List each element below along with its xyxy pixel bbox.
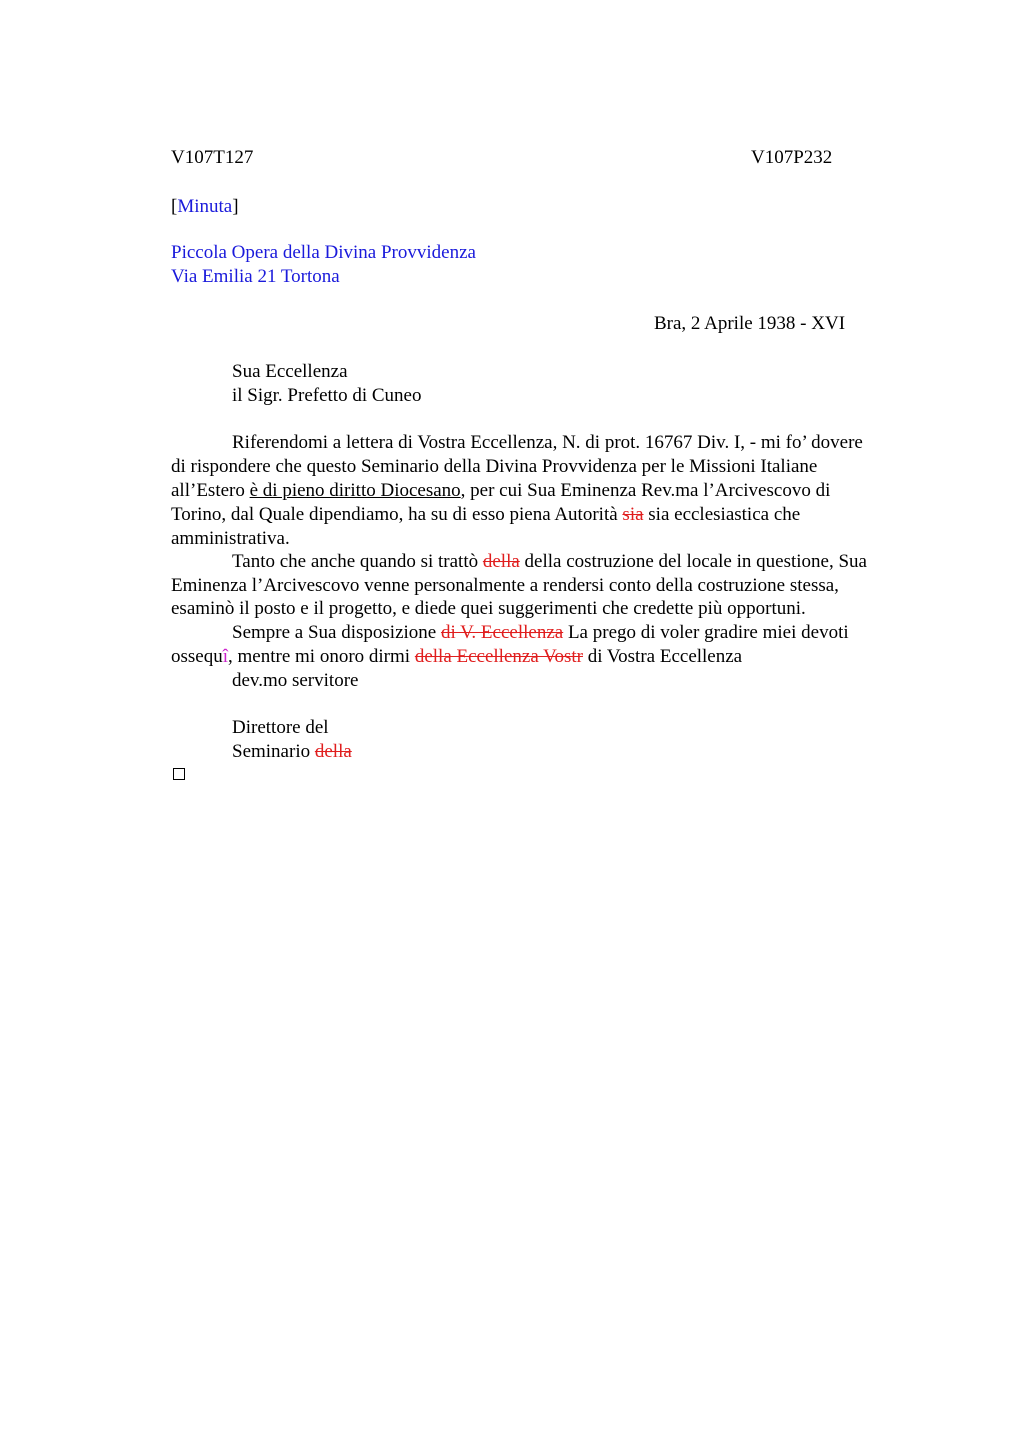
body-p1-line1: Riferendomi a lettera di Vostra Eccellenza, N. di prot. 16767 Div. I, - mi fo’ dovere <box>232 432 863 453</box>
struck-word: sia <box>622 504 644 525</box>
struck-phrase: di V. Eccellenza <box>440 622 564 643</box>
body-p1-line4 <box>171 503 800 527</box>
body-p2-line3: esaminò il posto e il progetto, e diede quei suggerimenti che credette più opportuni. <box>171 598 806 619</box>
recipient-line2: il Sigr. Prefetto di Cuneo <box>232 385 422 406</box>
recipient-line1: Sua Eccellenza <box>232 361 348 382</box>
body-p3-line2 <box>171 645 742 669</box>
body-p1-line4-a: Torino, dal Quale dipendiamo, ha su di esso piena Autorità <box>171 504 623 525</box>
minuta-close-bracket: ] <box>232 196 239 217</box>
body-p3-line2-c: di Vostra Eccellenza <box>582 646 743 667</box>
body-p3-line2-b: , mentre mi onoro dirmi <box>228 646 415 667</box>
letterhead-line2: Via Emilia 21 Tortona <box>171 266 340 287</box>
struck-phrase: della Eccellenza Vostr <box>414 646 583 667</box>
struck-word: della <box>314 741 352 762</box>
body-p1-line3-b: , per cui Sua Eminenza Rev.ma l’Arcivescovo di <box>460 480 831 501</box>
struck-word: della <box>482 551 520 572</box>
checkbox-square-icon <box>173 768 185 780</box>
body-p2-line1 <box>232 550 867 574</box>
document-code-right: V107P232 <box>751 147 833 168</box>
body-p3-line1-b: La prego di voler gradire miei devoti <box>563 622 849 643</box>
minuta-label <box>171 195 239 219</box>
body-p1-line4-b: sia ecclesiastica che <box>643 504 801 525</box>
document-code-left: V107T127 <box>171 147 254 168</box>
body-p3-line1-a: Sempre a Sua disposizione <box>232 622 441 643</box>
corrected-letter: î <box>222 646 229 667</box>
body-p3-line3: dev.mo servitore <box>232 670 359 691</box>
body-p2-line1-a: Tanto che anche quando si trattò <box>232 551 483 572</box>
minuta-open-bracket: [ <box>171 196 178 217</box>
signature-line2-a: Seminario <box>232 741 315 762</box>
body-p3-line2-a: ossequ <box>171 646 223 667</box>
body-p2-line1-b: della costruzione del locale in questione, Sua <box>519 551 867 572</box>
signature-line2 <box>232 740 352 764</box>
underlined-phrase: è di pieno diritto Diocesano <box>249 480 461 501</box>
letterhead-line1: Piccola Opera della Divina Provvidenza <box>171 242 476 263</box>
body-p1-line3 <box>171 479 830 503</box>
body-p1-line2: di rispondere che questo Seminario della Divina Provvidenza per le Missioni Italiane <box>171 456 818 477</box>
body-p2-line2: Eminenza l’Arcivescovo venne personalmente a rendersi conto della costruzione stessa, <box>171 575 839 596</box>
body-p3-line1 <box>232 621 849 645</box>
body-p1-line5: amministrativa. <box>171 528 290 549</box>
signature-line1: Direttore del <box>232 717 329 738</box>
letter-date: Bra, 2 Aprile 1938 - XVI <box>654 313 846 334</box>
body-p1-line3-a: all’Estero <box>171 480 250 501</box>
minuta-word: Minuta <box>177 196 233 217</box>
